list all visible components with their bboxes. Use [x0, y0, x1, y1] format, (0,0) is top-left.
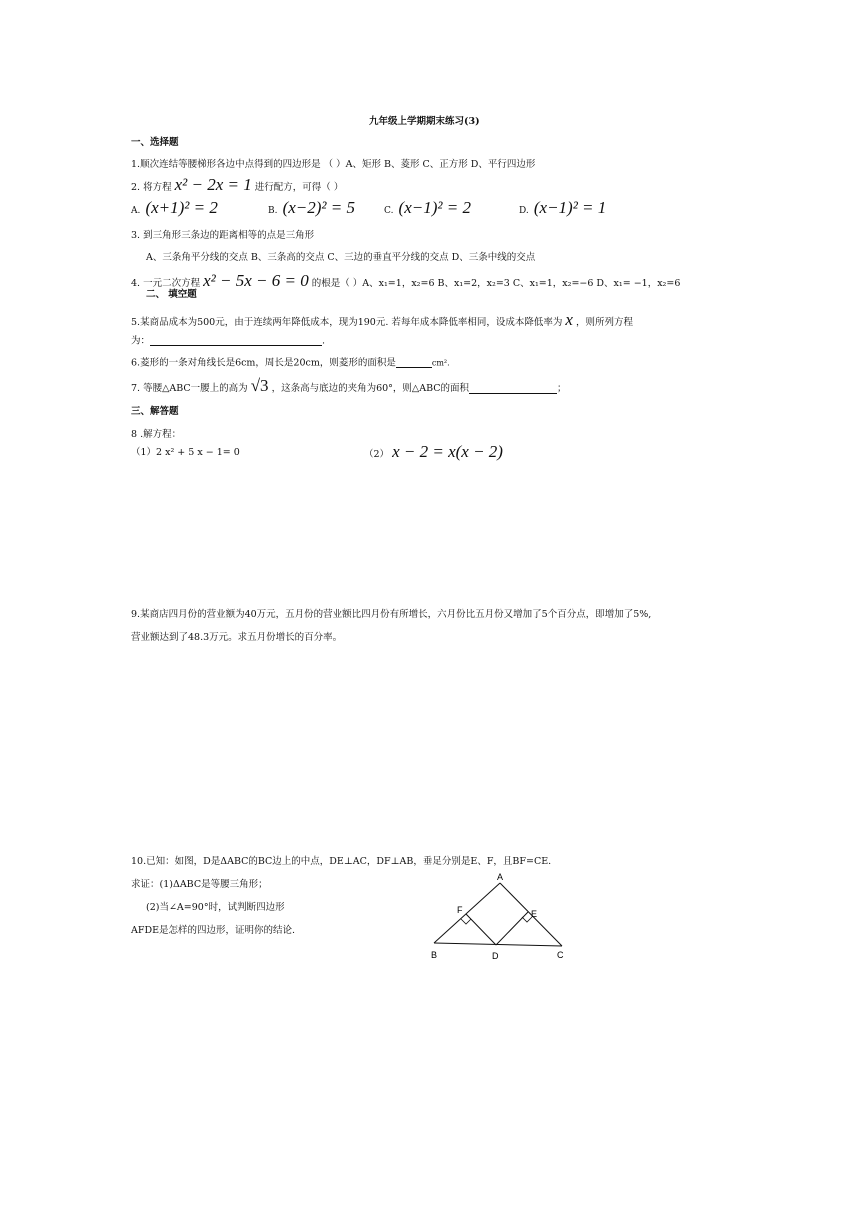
label-b: B [431, 950, 438, 960]
question-2-option-c [384, 199, 471, 216]
question-9-line-1: 9.某商店四月份的营业额为40万元，五月份的营业额比四月份有所增长，六月份比五月份又增加了5个百分点，即增加了5%, [131, 609, 652, 620]
question-5-tail: ，则所列方程 [575, 317, 633, 328]
question-6-blank[interactable] [396, 358, 432, 368]
segment-df [466, 914, 496, 945]
question-8-part-2-equation: x − 2 = x(x − 2) [392, 442, 503, 461]
right-angle-mark-f [461, 919, 471, 924]
label-d: D [492, 951, 499, 961]
question-2-lead: 2. 将方程 [131, 182, 172, 193]
question-10-line-1: 10.已知：如图，D是ΔABC的BC边上的中点，DE⊥AC，DF⊥AB，垂足分别是E、F，且BF=CE. [131, 856, 552, 867]
question-3: 3. 到三角形三条边的距离相等的点是三角形 [131, 230, 315, 241]
question-7-blank[interactable] [469, 384, 557, 394]
question-9-line-2: 营业额达到了48.3万元。求五月份增长的百分率。 [131, 632, 343, 643]
question-8-part-2 [364, 443, 503, 460]
question-5-prefix: 为： [131, 335, 151, 347]
question-7-lead: 7. 等腰△ABC一腰上的高为 [131, 383, 248, 394]
section-choice-heading: 一、选择题 [131, 137, 179, 148]
section-fill-heading: 二、 填空题 [146, 289, 197, 300]
question-2-option-d [519, 199, 606, 216]
option-expression: (x+1)² = 2 [145, 198, 218, 217]
question-7-tail: ，这条高与底边的夹角为60°，则△ABC的面积 [271, 383, 470, 394]
label-e: E [531, 909, 538, 919]
side-ab [434, 883, 500, 943]
question-2-equation: x² − 2x = 1 [174, 175, 252, 194]
question-4-tail: 的根是（ ）A、x₁=1，x₂=6 B、x₁=2，x₂=3 C、x₁=1，x₂=−6 D、x₁= −1，x₂=6 [311, 278, 681, 289]
section-solve-heading: 三、解答题 [131, 406, 179, 417]
question-8-part-2-label: （2） [364, 449, 390, 460]
question-5-end: . [322, 335, 326, 347]
question-10-line-2: 求证：(1)ΔABC是等腰三角形； [131, 879, 268, 890]
question-2 [131, 176, 343, 193]
label-c: C [557, 950, 564, 960]
question-2-option-b [268, 199, 355, 216]
option-label: B. [268, 206, 278, 216]
question-4 [131, 272, 680, 289]
question-7-root: √3 [250, 376, 269, 395]
question-5 [131, 311, 633, 328]
question-6-text: 6.菱形的一条对角线长是6cm，周长是20cm，则菱形的面积是 [131, 357, 396, 369]
question-4-lead: 4. 一元二次方程 [131, 278, 201, 289]
option-label: D. [519, 206, 529, 216]
option-label: A. [131, 206, 141, 216]
option-expression: (x−1)² = 2 [398, 198, 471, 217]
question-5-variable: x [565, 310, 573, 329]
question-8: 8 .解方程： [131, 429, 182, 440]
segment-de [496, 912, 528, 945]
question-8-part-1: （1）2 x² + 5 x − 1= 0 [131, 447, 240, 458]
question-6-unit: cm². [431, 358, 450, 368]
label-a: A [497, 872, 504, 882]
question-7-end: ； [557, 383, 567, 394]
question-10-line-4: AFDE是怎样的四边形，证明你的结论. [131, 925, 296, 936]
question-2-option-a [131, 199, 218, 216]
page-title: 九年级上学期期末练习(3) [369, 116, 480, 127]
label-f: F [457, 905, 463, 915]
question-1: 1.顺次连结等腰梯形各边中点得到的四边形是 （ ）A、矩形 B、菱形 C、正方形 D、平行四边形 [131, 159, 536, 170]
triangle-figure [420, 866, 580, 966]
option-expression: (x−2)² = 5 [282, 198, 355, 217]
question-7 [131, 377, 567, 394]
option-label: C. [384, 206, 394, 216]
question-6 [131, 358, 450, 368]
question-2-tail: 进行配方，可得（ ） [254, 182, 344, 193]
question-4-equation: x² − 5x − 6 = 0 [203, 271, 309, 290]
question-10-line-3: (2)当∠A=90°时，试判断四边形 [146, 902, 285, 913]
question-3-options: A、三条角平分线的交点 B、三条高的交点 C、三边的垂直平分线的交点 D、三条中线的交点 [146, 252, 536, 263]
question-5-blank[interactable] [150, 336, 322, 346]
option-expression: (x−1)² = 1 [533, 198, 607, 217]
question-5-text: 5.某商品成本为500元，由于连续两年降低成本，现为190元. 若每年成本降低率相同，设成本降低率为 [131, 317, 563, 328]
question-5-answer-line [131, 336, 325, 346]
